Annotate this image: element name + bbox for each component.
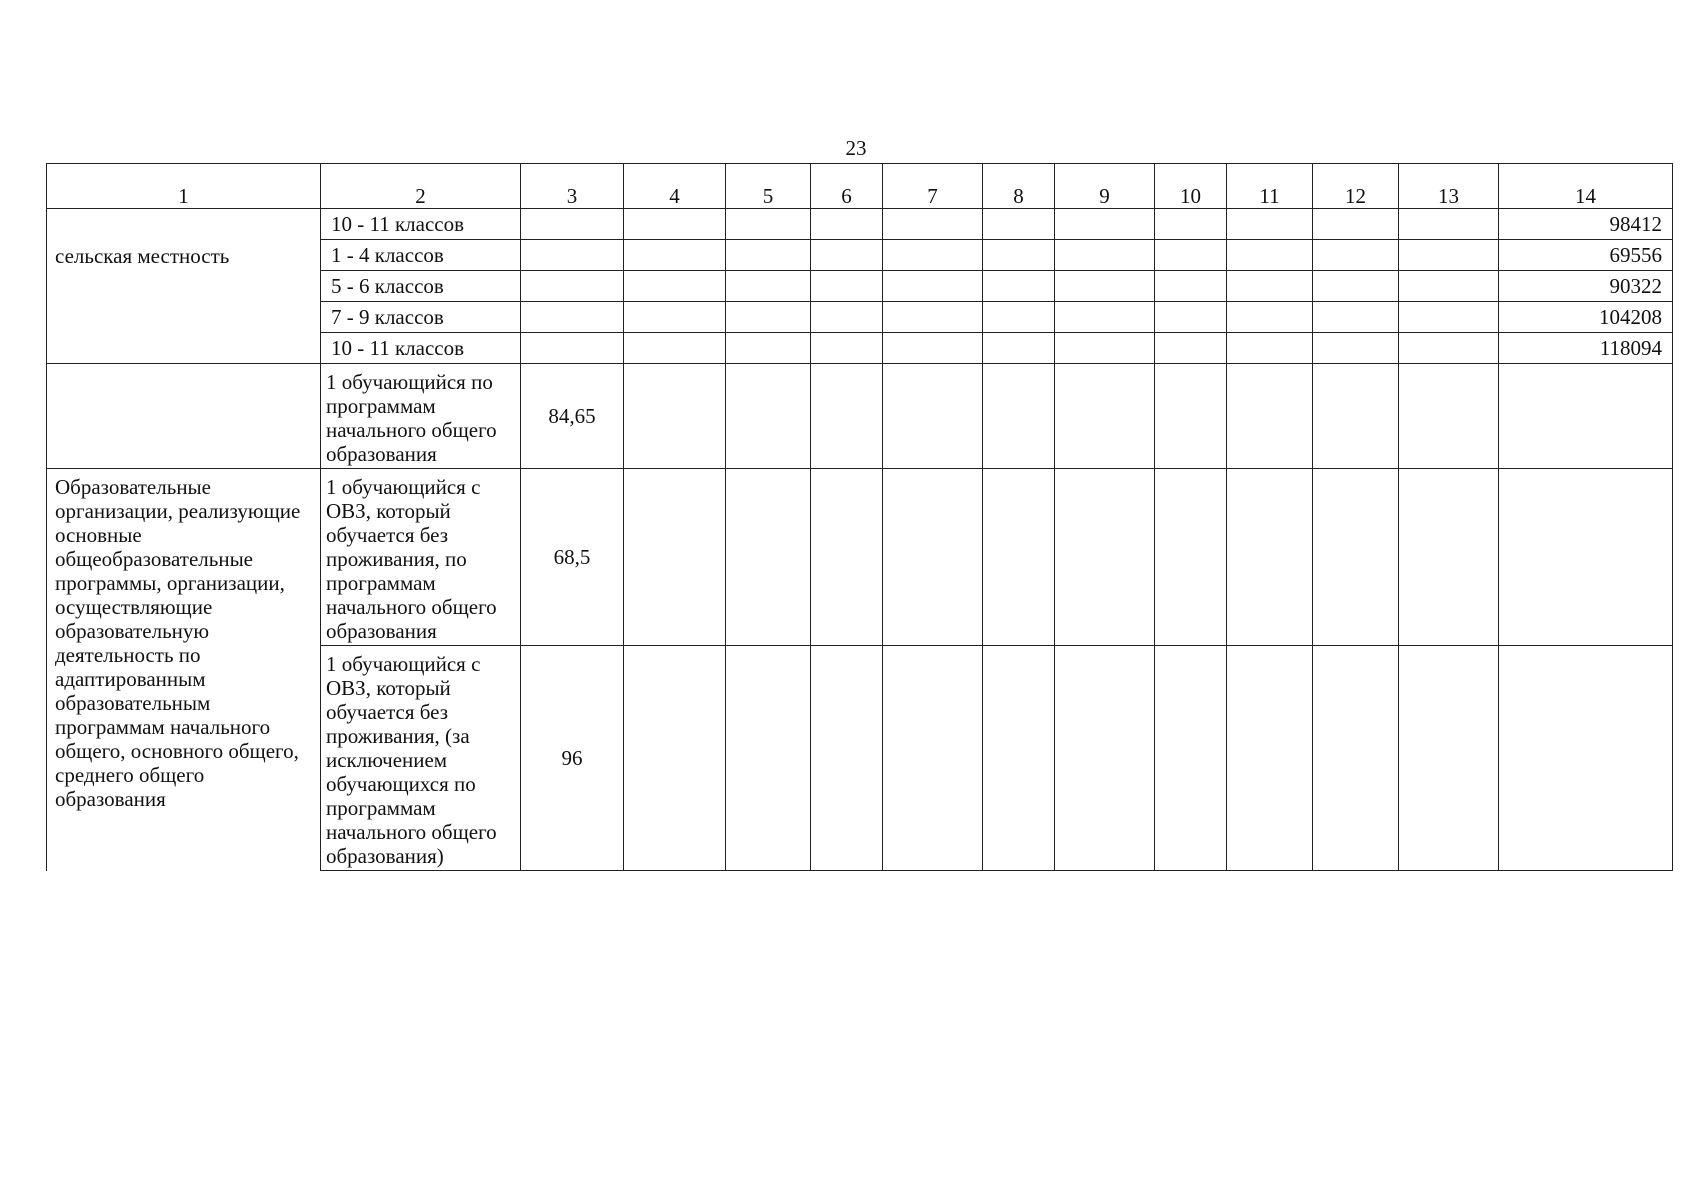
category-cell: [47, 364, 321, 469]
value-cell: 68,5: [521, 469, 624, 646]
empty-cell: [1055, 302, 1155, 333]
empty-cell: [726, 209, 811, 240]
empty-cell: [1399, 364, 1499, 469]
empty-cell: [624, 364, 726, 469]
empty-cell: [883, 364, 983, 469]
empty-cell: [1313, 364, 1399, 469]
description-cell: 1 обучающийся по программам начального общего образования: [321, 364, 521, 469]
description-cell: 5 - 6 классов: [321, 271, 521, 302]
empty-cell: [1399, 209, 1499, 240]
value-cell: 90322: [1499, 271, 1673, 302]
column-header: 14: [1499, 164, 1673, 209]
empty-cell: [811, 646, 883, 871]
empty-cell: [726, 364, 811, 469]
empty-cell: [883, 271, 983, 302]
empty-cell: [811, 364, 883, 469]
empty-cell: [726, 302, 811, 333]
empty-cell: [883, 209, 983, 240]
data-table: [46, 163, 1673, 871]
empty-cell: [1399, 271, 1499, 302]
empty-cell: [1313, 469, 1399, 646]
value-cell: 69556: [1499, 240, 1673, 271]
empty-cell: [883, 240, 983, 271]
empty-cell: [1227, 240, 1313, 271]
category-cell: сельская местность: [47, 209, 321, 364]
empty-cell: [726, 333, 811, 364]
empty-cell: [1227, 469, 1313, 646]
value-cell: 84,65: [521, 364, 624, 469]
empty-cell: [811, 302, 883, 333]
empty-cell: [624, 209, 726, 240]
value-cell: 118094: [1499, 333, 1673, 364]
column-header: 6: [811, 164, 883, 209]
value-cell: [521, 302, 624, 333]
value-cell: 104208: [1499, 302, 1673, 333]
column-header: 13: [1399, 164, 1499, 209]
empty-cell: [1399, 469, 1499, 646]
value-cell: 96: [521, 646, 624, 871]
description-cell: 1 обучающийся с ОВЗ, который обучается без проживания, (за исключением обучающихся по программам начального общего образования): [321, 646, 521, 871]
table-row: [47, 469, 1673, 646]
column-header: 5: [726, 164, 811, 209]
value-cell: [521, 209, 624, 240]
empty-cell: [1155, 469, 1227, 646]
empty-cell: [983, 646, 1055, 871]
empty-cell: [811, 271, 883, 302]
empty-cell: [1155, 302, 1227, 333]
empty-cell: [1313, 333, 1399, 364]
column-header: 11: [1227, 164, 1313, 209]
empty-cell: [1227, 209, 1313, 240]
empty-cell: [624, 333, 726, 364]
empty-cell: [983, 209, 1055, 240]
header-row: [47, 164, 1673, 209]
empty-cell: [1055, 240, 1155, 271]
table-row: [47, 209, 1673, 240]
empty-cell: [983, 240, 1055, 271]
empty-cell: [883, 333, 983, 364]
empty-cell: [1055, 364, 1155, 469]
empty-cell: [1227, 333, 1313, 364]
column-header: 2: [321, 164, 521, 209]
value-cell: [1499, 469, 1673, 646]
empty-cell: [1313, 271, 1399, 302]
description-cell: 7 - 9 классов: [321, 302, 521, 333]
description-cell: 10 - 11 классов: [321, 209, 521, 240]
empty-cell: [883, 646, 983, 871]
empty-cell: [1155, 646, 1227, 871]
empty-cell: [624, 469, 726, 646]
empty-cell: [1313, 240, 1399, 271]
value-cell: [521, 333, 624, 364]
empty-cell: [624, 240, 726, 271]
column-header: 9: [1055, 164, 1155, 209]
empty-cell: [726, 271, 811, 302]
value-cell: 98412: [1499, 209, 1673, 240]
empty-cell: [1313, 646, 1399, 871]
empty-cell: [726, 646, 811, 871]
empty-cell: [1055, 646, 1155, 871]
column-header: 3: [521, 164, 624, 209]
empty-cell: [883, 302, 983, 333]
empty-cell: [811, 240, 883, 271]
empty-cell: [1055, 469, 1155, 646]
empty-cell: [983, 333, 1055, 364]
empty-cell: [983, 469, 1055, 646]
empty-cell: [811, 469, 883, 646]
empty-cell: [811, 333, 883, 364]
empty-cell: [1227, 271, 1313, 302]
empty-cell: [726, 469, 811, 646]
column-header: 7: [883, 164, 983, 209]
empty-cell: [624, 302, 726, 333]
empty-cell: [983, 364, 1055, 469]
category-cell: Образовательные организации, реализующие основные общеобразовательные программы, организации, осуществляющие образовательную деятельность по адаптированным образовательным программам начального общего, основного общего, среднего общего образования: [47, 469, 321, 871]
empty-cell: [1055, 271, 1155, 302]
empty-cell: [1399, 302, 1499, 333]
empty-cell: [1399, 646, 1499, 871]
empty-cell: [1055, 333, 1155, 364]
empty-cell: [1399, 240, 1499, 271]
empty-cell: [883, 469, 983, 646]
empty-cell: [726, 240, 811, 271]
description-cell: 10 - 11 классов: [321, 333, 521, 364]
empty-cell: [983, 302, 1055, 333]
description-cell: 1 - 4 классов: [321, 240, 521, 271]
empty-cell: [811, 209, 883, 240]
empty-cell: [1155, 240, 1227, 271]
column-header: 10: [1155, 164, 1227, 209]
empty-cell: [1227, 364, 1313, 469]
page-number: 23: [845, 136, 867, 160]
empty-cell: [1227, 646, 1313, 871]
column-header: 12: [1313, 164, 1399, 209]
value-cell: [1499, 646, 1673, 871]
value-cell: [1499, 364, 1673, 469]
empty-cell: [1227, 302, 1313, 333]
empty-cell: [1155, 364, 1227, 469]
description-cell: 1 обучающийся с ОВЗ, который обучается без проживания, по программам начального общего образования: [321, 469, 521, 646]
column-header: 8: [983, 164, 1055, 209]
empty-cell: [1313, 302, 1399, 333]
empty-cell: [1155, 333, 1227, 364]
empty-cell: [1155, 271, 1227, 302]
value-cell: [521, 271, 624, 302]
column-header: 4: [624, 164, 726, 209]
value-cell: [521, 240, 624, 271]
empty-cell: [624, 646, 726, 871]
empty-cell: [624, 271, 726, 302]
empty-cell: [983, 271, 1055, 302]
column-header: 1: [47, 164, 321, 209]
empty-cell: [1055, 209, 1155, 240]
empty-cell: [1399, 333, 1499, 364]
empty-cell: [1155, 209, 1227, 240]
empty-cell: [1313, 209, 1399, 240]
table-row: [47, 364, 1673, 469]
